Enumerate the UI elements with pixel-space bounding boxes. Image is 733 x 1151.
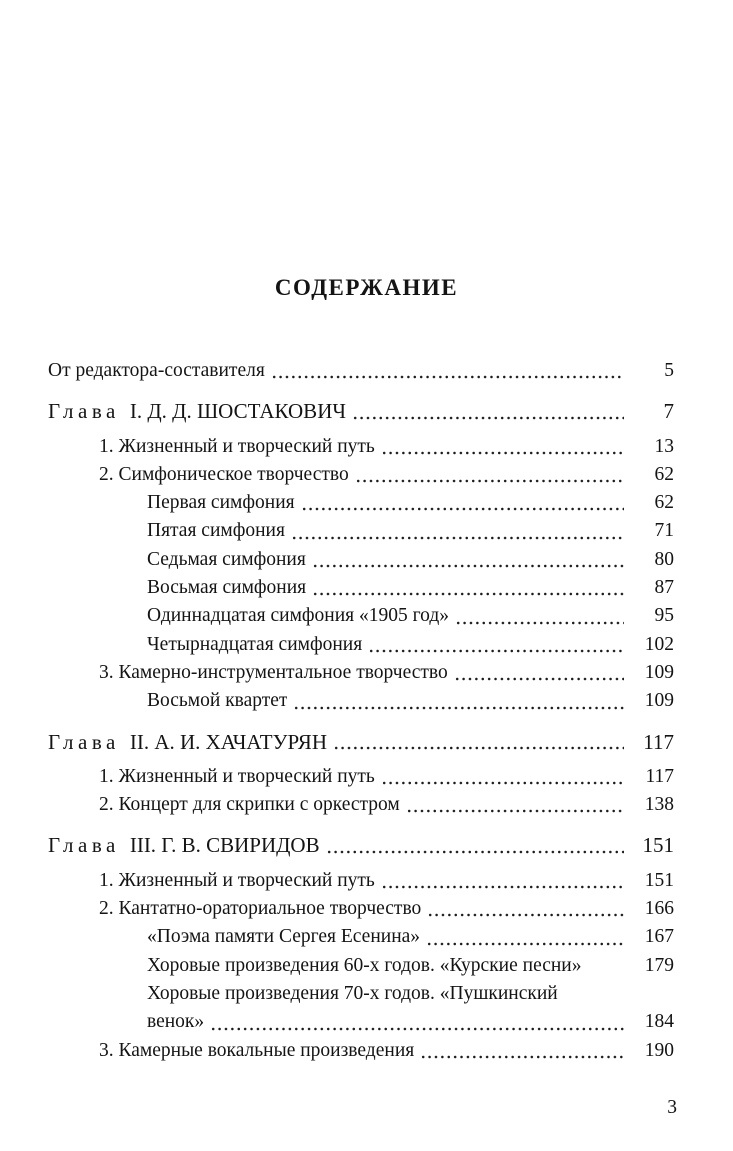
entry-label: венок» bbox=[147, 1011, 205, 1033]
dot-leader bbox=[426, 942, 624, 946]
toc-entry bbox=[48, 631, 674, 659]
toc-entry bbox=[48, 980, 674, 1008]
folio-page-number: 3 bbox=[667, 1097, 677, 1118]
dot-leader bbox=[312, 592, 624, 596]
entry-label: Первая симфония bbox=[147, 492, 295, 514]
toc-entry bbox=[48, 763, 674, 791]
entry-label: 2. Кантатно-ораториальное творчество bbox=[99, 898, 422, 920]
toc-entry bbox=[48, 546, 674, 574]
entry-label: 2. Концерт для скрипки с оркестром bbox=[99, 794, 400, 816]
entry-page-number: 190 bbox=[644, 1039, 674, 1061]
toc-entry bbox=[48, 728, 674, 756]
toc-entry bbox=[48, 952, 674, 980]
dot-leader bbox=[564, 998, 624, 1002]
entry-page-number: 109 bbox=[644, 690, 674, 712]
dot-leader bbox=[427, 913, 624, 917]
entry-label: «Поэма памяти Сергея Есенина» bbox=[147, 926, 421, 948]
entry-page-number: 62 bbox=[654, 463, 674, 485]
dot-leader bbox=[326, 850, 624, 854]
entry-page-number: 166 bbox=[644, 898, 674, 920]
entry-label: 1. Жизненный и творческий путь bbox=[99, 869, 375, 891]
entry-label: 3. Камерно-инструментальное творчество bbox=[99, 661, 448, 683]
toc-entry bbox=[48, 517, 674, 545]
chapter-label: Глава bbox=[48, 833, 120, 858]
entry-page-number: 138 bbox=[644, 794, 674, 816]
entry-page-number: 179 bbox=[644, 954, 674, 976]
toc-entry bbox=[48, 397, 674, 425]
dot-leader bbox=[454, 677, 624, 681]
entry-page-number: 13 bbox=[654, 435, 674, 457]
chapter-label: Глава bbox=[48, 399, 120, 424]
entry-label: Хоровые произведения 60-х годов. «Курские песни» bbox=[147, 954, 582, 976]
chapter-label: Глава bbox=[48, 729, 120, 754]
toc-entry bbox=[48, 489, 674, 517]
entry-label: Пятая симфония bbox=[147, 520, 285, 542]
dot-leader bbox=[271, 375, 624, 379]
dot-leader bbox=[301, 507, 624, 511]
entry-page-number: 109 bbox=[644, 661, 674, 683]
toc-entry bbox=[48, 1037, 674, 1065]
toc-entry bbox=[48, 687, 674, 715]
entry-page-number: 117 bbox=[645, 765, 674, 787]
entry-label: Восьмая симфония bbox=[147, 577, 307, 599]
dot-leader bbox=[210, 1027, 624, 1031]
contents-title: СОДЕРЖАНИЕ bbox=[274, 275, 459, 300]
toc-entry bbox=[48, 895, 674, 923]
entry-label: Хоровые произведения 70-х годов. «Пушкинский bbox=[147, 982, 558, 1004]
entry-label: III. Г. В. СВИРИДОВ bbox=[129, 833, 320, 858]
dot-leader bbox=[352, 416, 624, 420]
entry-label: От редактора-составителя bbox=[48, 360, 265, 381]
entry-label: 1. Жизненный и творческий путь bbox=[99, 435, 375, 457]
toc-entry bbox=[48, 867, 674, 895]
entry-page-number: 117 bbox=[643, 729, 674, 754]
dot-leader bbox=[587, 970, 624, 974]
dot-leader bbox=[381, 781, 624, 785]
entry-page-number: 87 bbox=[654, 577, 674, 599]
entry-page-number: 7 bbox=[663, 399, 674, 424]
toc-entry bbox=[48, 433, 674, 461]
toc-entry bbox=[48, 1008, 674, 1036]
dot-leader bbox=[381, 885, 624, 889]
entry-page-number: 80 bbox=[654, 548, 674, 570]
entry-label: I. Д. Д. ШОСТАКОВИЧ bbox=[129, 399, 347, 424]
dot-leader bbox=[381, 451, 624, 455]
entry-label: 3. Камерные вокальные произведения bbox=[99, 1039, 415, 1061]
toc-entry bbox=[48, 574, 674, 602]
entry-page-number: 184 bbox=[644, 1011, 674, 1033]
entry-page-number: 151 bbox=[642, 833, 674, 858]
entry-label: Восьмой квартет bbox=[147, 690, 288, 712]
entry-page-number: 62 bbox=[654, 492, 674, 514]
toc-entry bbox=[48, 791, 674, 819]
dot-leader bbox=[455, 621, 624, 625]
dot-leader bbox=[333, 746, 624, 750]
toc-entry bbox=[48, 461, 674, 489]
entry-label: 2. Симфоническое творчество bbox=[99, 463, 349, 485]
entry-label: Четырнадцатая симфония bbox=[147, 633, 363, 655]
toc-entry bbox=[48, 602, 674, 630]
entry-page-number: 151 bbox=[644, 869, 674, 891]
entry-page-number: 5 bbox=[664, 360, 674, 381]
dot-leader bbox=[420, 1055, 624, 1059]
entry-label: 1. Жизненный и творческий путь bbox=[99, 765, 375, 787]
dot-leader bbox=[312, 564, 624, 568]
toc-entry bbox=[48, 357, 674, 385]
toc-entry bbox=[48, 923, 674, 951]
dot-leader bbox=[355, 479, 624, 483]
toc-entry bbox=[48, 659, 674, 687]
entry-label: II. А. И. ХАЧАТУРЯН bbox=[129, 729, 327, 754]
entry-label: Седьмая симфония bbox=[147, 548, 306, 570]
entry-page-number: 102 bbox=[644, 633, 674, 655]
dot-leader bbox=[293, 706, 624, 710]
dot-leader bbox=[291, 536, 624, 540]
dot-leader bbox=[406, 809, 624, 813]
entry-page-number: 71 bbox=[654, 520, 674, 542]
toc-entry bbox=[48, 831, 674, 859]
entry-page-number: 167 bbox=[644, 926, 674, 948]
entry-page-number: 95 bbox=[654, 605, 674, 627]
entry-label: Одиннадцатая симфония «1905 год» bbox=[147, 605, 450, 627]
table-of-contents bbox=[48, 357, 674, 1065]
dot-leader bbox=[368, 649, 624, 653]
